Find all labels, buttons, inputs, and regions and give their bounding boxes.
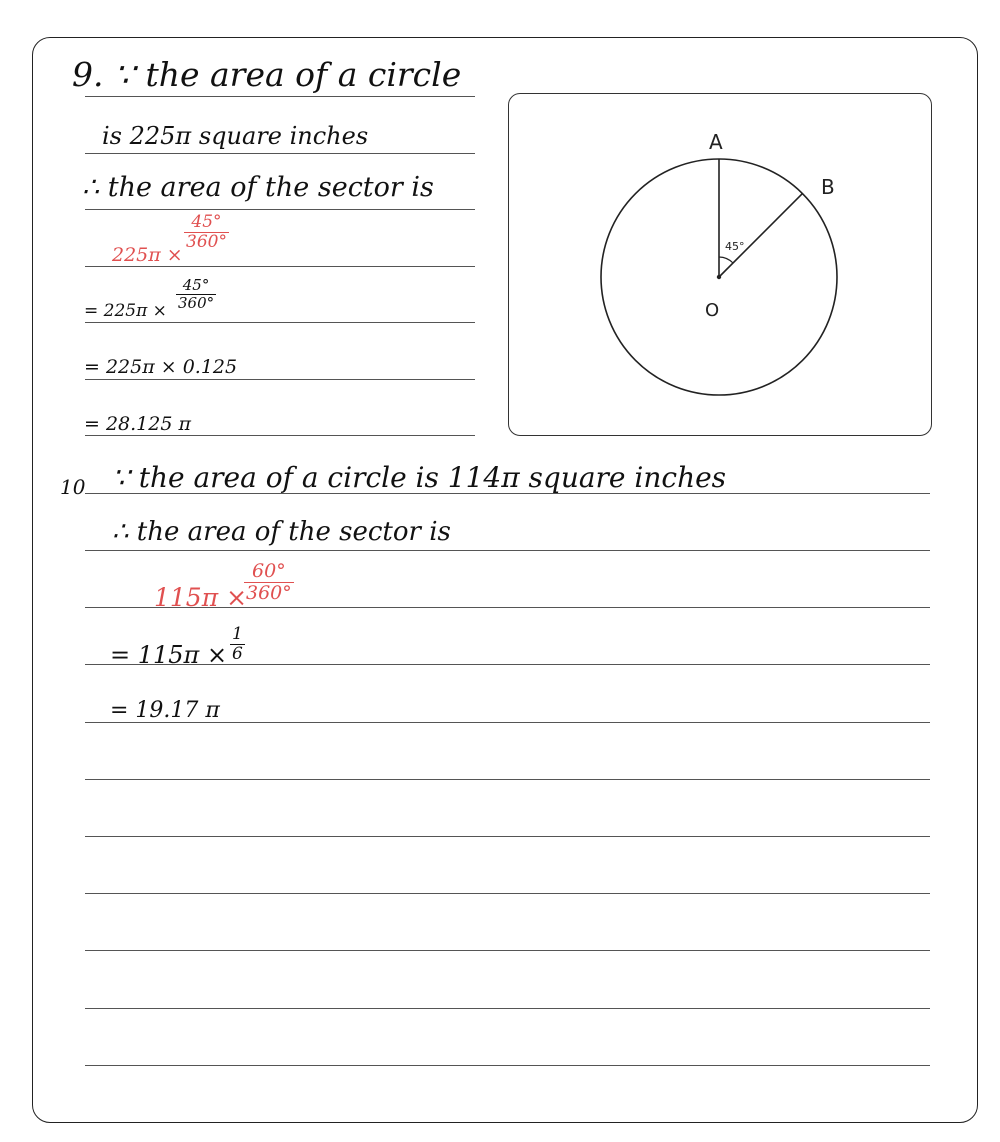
angle-arc <box>719 257 733 263</box>
problem-10-therefore: ∴ the area of the sector is <box>112 517 451 547</box>
fraction-denominator: 360° <box>246 582 292 604</box>
problem-9-step-1-coefficient: 225π × <box>112 244 183 266</box>
problem-9-answer: = 28.125 π <box>84 413 191 435</box>
fraction-numerator: 45° <box>191 212 222 232</box>
angle-label: 45° <box>725 240 745 253</box>
problem-9-given: 9. ∵ the area of a circle <box>72 55 462 94</box>
rule-line <box>85 779 930 780</box>
fraction-numerator: 1 <box>232 624 243 644</box>
rule-line <box>85 893 930 894</box>
center-point <box>717 275 721 279</box>
rule-line <box>85 550 930 551</box>
label-b: B <box>821 175 835 199</box>
rule-line <box>85 435 475 436</box>
rule-line <box>85 96 475 97</box>
problem-9-step-1-fraction <box>184 214 229 251</box>
rule-line <box>85 322 475 323</box>
sector-diagram <box>508 93 932 436</box>
problem-10-step-1-coefficient: 115π × <box>154 583 248 612</box>
label-a: A <box>709 130 723 154</box>
radius-ob <box>719 194 802 277</box>
fraction-denominator: 360° <box>178 294 215 312</box>
rule-line <box>85 209 475 210</box>
problem-10-step-2-coefficient: = 115π × <box>110 641 228 669</box>
problem-9-step-2-fraction <box>176 278 216 311</box>
fraction-denominator: 360° <box>186 232 227 252</box>
rule-line <box>85 153 475 154</box>
label-o: O <box>705 300 720 321</box>
rule-line <box>85 379 475 380</box>
rule-line <box>85 950 930 951</box>
rule-line <box>85 1008 930 1009</box>
rule-line <box>85 1065 930 1066</box>
problem-10-step-2-fraction <box>230 626 245 663</box>
fraction-numerator: 60° <box>252 560 286 582</box>
problem-9-therefore: ∴ the area of the sector is <box>82 172 434 203</box>
problem-9-circle-area: is 225π square inches <box>102 122 369 150</box>
circle-sector-figure <box>509 94 930 434</box>
fraction-numerator: 45° <box>182 276 210 294</box>
problem-9-step-3: = 225π × 0.125 <box>84 356 238 378</box>
problem-9-step-2-coefficient: = 225π × <box>84 301 167 321</box>
problem-10-step-1-fraction <box>244 562 294 603</box>
problem-10-number: 10 <box>60 475 86 499</box>
rule-line <box>85 836 930 837</box>
problem-10-given: ∵ the area of a circle is 114π square inches <box>112 461 727 494</box>
fraction-denominator: 6 <box>232 644 243 664</box>
problem-10-answer: = 19.17 π <box>110 698 220 723</box>
rule-line <box>85 266 475 267</box>
